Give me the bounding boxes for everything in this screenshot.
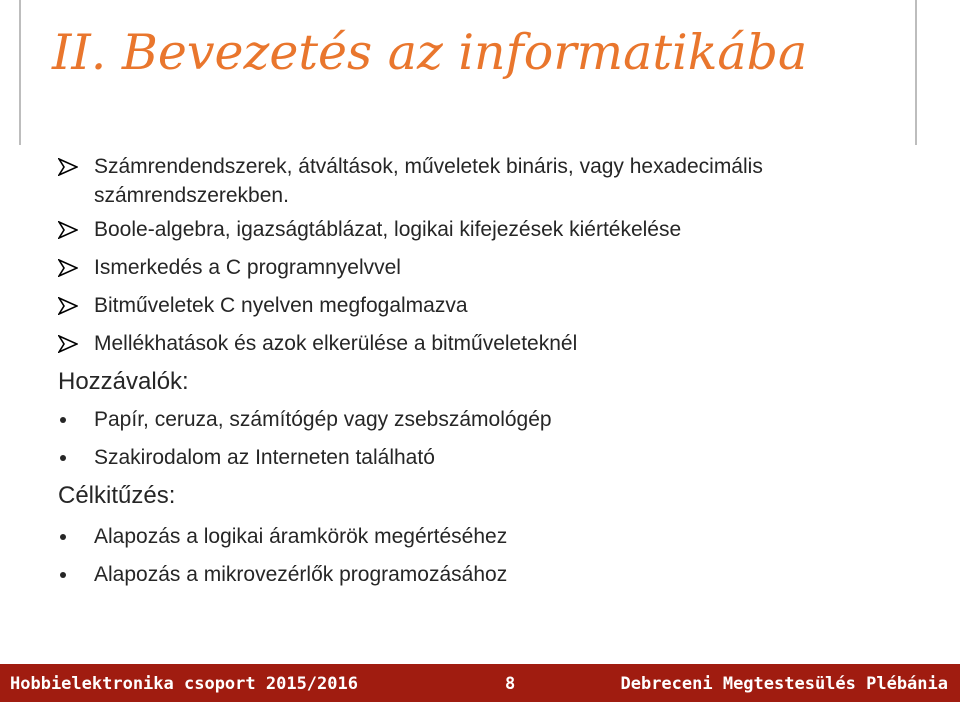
topic-text: Boole-algebra, igazságtáblázat, logikai kifejezések kiértékelése [94,218,682,241]
arrowhead-bullet-icon [58,221,78,239]
page-number: 8 [505,674,516,694]
topic-item [58,152,918,210]
topic-text: Ismerkedés a C programnyelvvel [94,256,401,279]
round-bullet-icon [60,455,66,461]
ingredient-text: Szakirodalom az Interneten található [94,446,435,469]
arrowhead-bullet-icon [58,259,78,277]
arrowhead-bullet-icon [58,297,78,315]
footer-parish-name: Debreceni Megtestesülés Plébánia [620,674,948,694]
round-bullet-icon [60,417,66,423]
ingredient-item [58,405,918,434]
goals-heading: Célkitűzés: [58,482,176,509]
ingredients-heading: Hozzávalók: [58,368,189,395]
topic-text: Számrendendszerek, átváltások, műveletek bináris, vagy hexadecimális számrendszerekben. [94,155,763,207]
slide-title: II. Bevezetés az informatikába [52,24,808,81]
topic-text: Mellékhatások és azok elkerülése a bitműveleteknél [94,332,578,355]
goal-item [58,522,918,551]
goal-text: Alapozás a mikrovezérlők programozásához [94,563,508,586]
goal-item [58,560,918,589]
slide-content [58,152,918,598]
topic-item [58,253,918,282]
round-bullet-icon [60,572,66,578]
footer-bar [0,664,960,702]
topic-text: Bitműveletek C nyelven megfogalmazva [94,294,468,317]
ingredient-text: Papír, ceruza, számítógép vagy zsebszámológép [94,408,552,431]
goals-list [58,522,918,589]
round-bullet-icon [60,534,66,540]
goal-text: Alapozás a logikai áramkörök megértéséhez [94,525,508,548]
topic-item [58,215,918,244]
arrowhead-bullet-icon [58,335,78,353]
ingredients-list [58,405,918,472]
topic-item [58,329,918,358]
ingredient-item [58,443,918,472]
arrowhead-bullet-icon [58,158,78,176]
topic-list [58,152,918,358]
topic-item [58,291,918,320]
footer-group-name: Hobbielektronika csoport 2015/2016 [10,674,358,694]
